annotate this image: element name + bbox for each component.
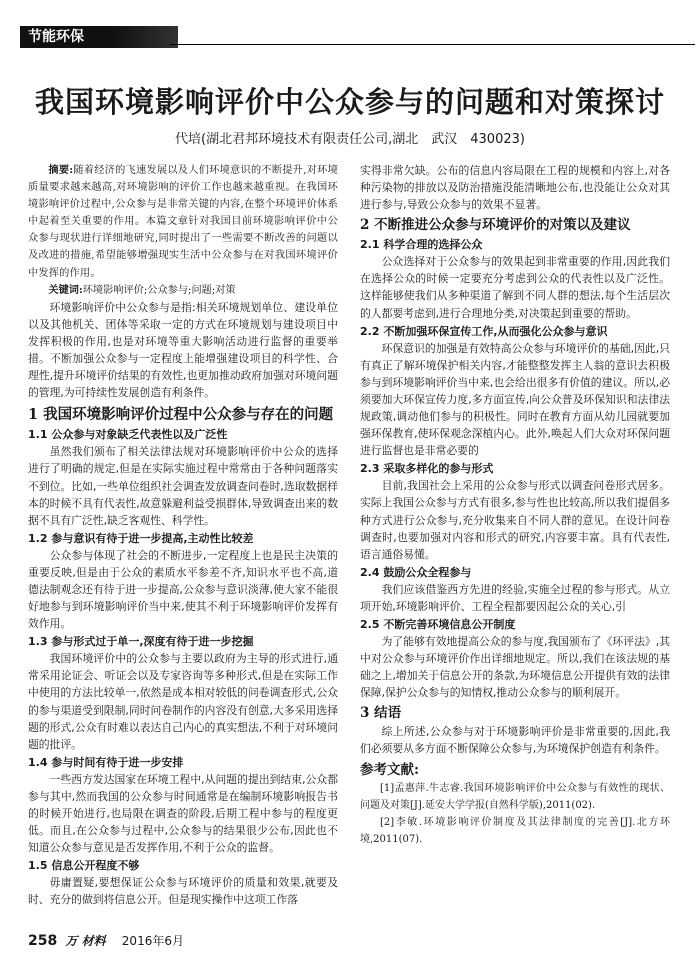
keywords-label: 关键词:: [48, 283, 83, 296]
intro-paragraph: 环境影响评价中公众参与是指:相关环境规划单位、建设单位以及其他机关、团体等采取一定的方式在环境规划与建设项目中发挥积极的作用,也是对环境等重大影响活动进行监督的重要举措。不断加强公众参与一定程度上能增强建设项目的科学性、合理性,提升环境评价结果的有效性,也更加推动政府加强对环境问题的管理,为可持续性发展创造有利条件。: [28, 300, 338, 400]
section-1-2-text: 公众参与体现了社会的不断进步,一定程度上也是民主决策的重要反映,但是由于公众的素质水平参差不齐,知识水平也不高,道德法制观念还有待于进一步提高,公众参与意识淡薄,使大家不能很好地参与到环境影响评价当中来,使其不利于环境影响评价发挥有效作用。: [28, 548, 338, 631]
page-number: 258: [28, 933, 58, 949]
section-2-2-heading: 2.2 不断加强环保宣传工作,从而强化公众参与意识: [360, 324, 608, 338]
article-title: 我国环境影响评价中公众参与的问题和对策探讨: [34, 85, 665, 119]
section-1-4-heading: 1.4 参与时间有待于进一步安排: [28, 755, 184, 769]
abstract-text: 随着经济的飞速发展以及人们环境意识的不断提升,对环境质量要求越来越高,对环境影响的评价工作也越来越重视。在我国环境影响评价过程中,公众参与是非常关键的内容,在整个环境评价体系中起着至关重要的作用。本篇文章针对我国目前环境影响评价中公众参与现状进行详细地研究,同时提出了一些需要不断改善的问题以及改进的措施,希望能够增强现实生活中公众参与在对我国环境评价中发挥的作用。: [28, 165, 338, 279]
section-1-3-heading: 1.3 参与形式过于单一,深度有待于进一步挖掘: [28, 635, 254, 649]
section-1-3-text: 我国环境评价中的公众参与主要以政府为主导的形式进行,通常采用论证会、听证会以及专家咨询等多种形式,但是在实际工作中使用的方法比较单一,依然是成本相对较低的问卷调查形式,公众的参与渠道受到限制,同时问卷制作的内容没有创意,大多采用选择题的形式,公众有时难以表达自己内心的真实想法,不利于对环境问题的批评。: [28, 652, 338, 751]
reference-2: [2]李敏.环境影响评价制度及其法律制度的完善[J].北方环境,2011(07).: [360, 816, 670, 845]
section-1-2-heading: 1.2 参与意识有待于进一步提高,主动性比较差: [28, 531, 254, 545]
abstract: [28, 162, 338, 282]
issue-date: 2016年6月: [121, 934, 184, 948]
page-footer: [28, 932, 184, 949]
section-2-3-heading: 2.3 采取多样化的参与形式: [360, 462, 494, 476]
section-2-5-heading: 2.5 不断完善环境信息公开制度: [360, 617, 516, 631]
right-column: [360, 162, 670, 848]
section-2-5-text: 为了能够有效地提高公众的参与度,我国颁布了《环评法》,其中对公众参与环境评价作出详细地规定。所以,我们在该法规的基础之上,增加关于信息公开的条款,为环境信息公开提供有效的法律保障,保护公众参与的知情权,推动公众参与的顺利展开。: [360, 634, 670, 700]
section-2-heading: 2 不断推进公众参与环境评价的对策以及建议: [360, 217, 631, 234]
author-line: 代培(湖北君邦环境技术有限责任公司,湖北 武汉 430023): [175, 132, 525, 147]
section-1-4-text: 一些西方发达国家在环境工程中,从问题的提出到结束,公众都参与其中,然而我国的公众参与时间通常是在编制环境影响报告书的时候开始进行,也局限在调查的阶段,后期工程中参与的程度更低。而且,在公众参与过程中,公众参与的结果很少公布,因此也不知道公众参与意见是否发挥作用,不利于公众的监督。: [28, 772, 338, 855]
section-2-2-text: 环保意识的加强是有效特高公众参与环境评价的基础,因此,只有真正了解环境保护相关内容,才能整整发挥主人翁的意识去积极参与到环境影响评价当中来,也会给出很多有价值的建议。所以,必须要加大环保宣传力度,多方面宣传,向公众普及环保知识和法律法规政策,调动他们参与的积极性。同时在教育方面从幼儿园就要加强环保教育,使环保观念深植内心。此外,唤起人们大众对环保问题进行监督也是非常必要的: [360, 341, 670, 458]
section-3-heading: 3 结语: [360, 705, 402, 722]
abstract-label: 摘要:: [48, 164, 74, 176]
header-rule: [170, 44, 695, 45]
magazine-name: 万 材料: [65, 934, 106, 948]
section-2-4-heading: 2.4 鼓励公众全程参与: [360, 565, 472, 579]
section-1-heading: 1 我国环境影响评价过程中公众参与存在的问题: [28, 406, 334, 424]
section-1-1-heading: 1.1 公众参与对象缺乏代表性以及广泛性: [28, 428, 228, 442]
section-1-1-text: 虽然我们颁布了相关法律法规对环境影响评价中公众的选择进行了明确的规定,但是在实际实施过程中常常由于各种问题落实不到位。比如,一些单位组织社会调查发放调查问卷时,选取数据样本的时候不具有代表性,故意躲避利益受损群体,导致调查出来的数据不具有广泛性,缺乏客观性、科学性。: [28, 445, 338, 527]
section-2-3-text: 目前,我国社会上采用的公众参与形式以调查问卷形式居多。实际上我国公众参与方式有很多,参与性也比较高,所以我们提倡多种方式进行公众参与,充分收集来自不同人群的意见。在设计问卷调查时,也要加强对内容和形式的研究,内容要丰富。具有代表性,语言通俗易懂。: [360, 479, 670, 561]
keywords-text: 环境影响评价;公众参与;问题;对策: [82, 284, 236, 296]
section-2-1-text: 公众选择对于公众参与的效果起到非常重要的作用,因此我们在选择公众的时候一定要充分考虑到公众的代表性以及广泛性。这样能够使我们从多种渠道了解到不同人群的想法,每个生活层次的人都要考虑到,进行合理地分类,对决策起到重要的帮助。: [360, 255, 670, 320]
section-2-1-heading: 2.1 科学合理的选择公众: [360, 238, 483, 252]
section-1-5-continued: 实得非常欠缺。公布的信息内容局限在工程的规模和内容上,对各种污染物的排放以及防治措施没能清晰地公布,也没能让公众对其进行参与,导致公众参与的效果不显著。: [360, 164, 670, 212]
section-1-5-text: 毋庸置疑,要想保证公众参与环境评价的质量和效果,就要及时、充分的做到将信息公开。但是现实操作中这项工作落: [28, 876, 338, 907]
section-3-text: 综上所述,公众参与对于环境影响评价是非常重要的,因此,我们必须要从多方面不断保障公众参与,为环境保护创造有利条件。: [360, 725, 670, 756]
keywords: [28, 282, 338, 299]
reference-1: [1]孟惠萍.牛志睿.我国环境影响评价中公众参与有效性的现状、问题及对策[J].延安大学学报(自然科学版),2011(02).: [360, 782, 670, 811]
section-1-5-heading: 1.5 信息公开程度不够: [28, 859, 140, 873]
section-2-4-text: 我们应该借鉴西方先进的经验,实施全过程的参与形式。从立项开始,环境影响评价、工程全程都要因起公众的关心,引: [360, 582, 670, 613]
left-column: [28, 162, 338, 908]
section-banner: 节能环保: [20, 26, 178, 48]
references-heading: 参考文献:: [360, 761, 419, 778]
